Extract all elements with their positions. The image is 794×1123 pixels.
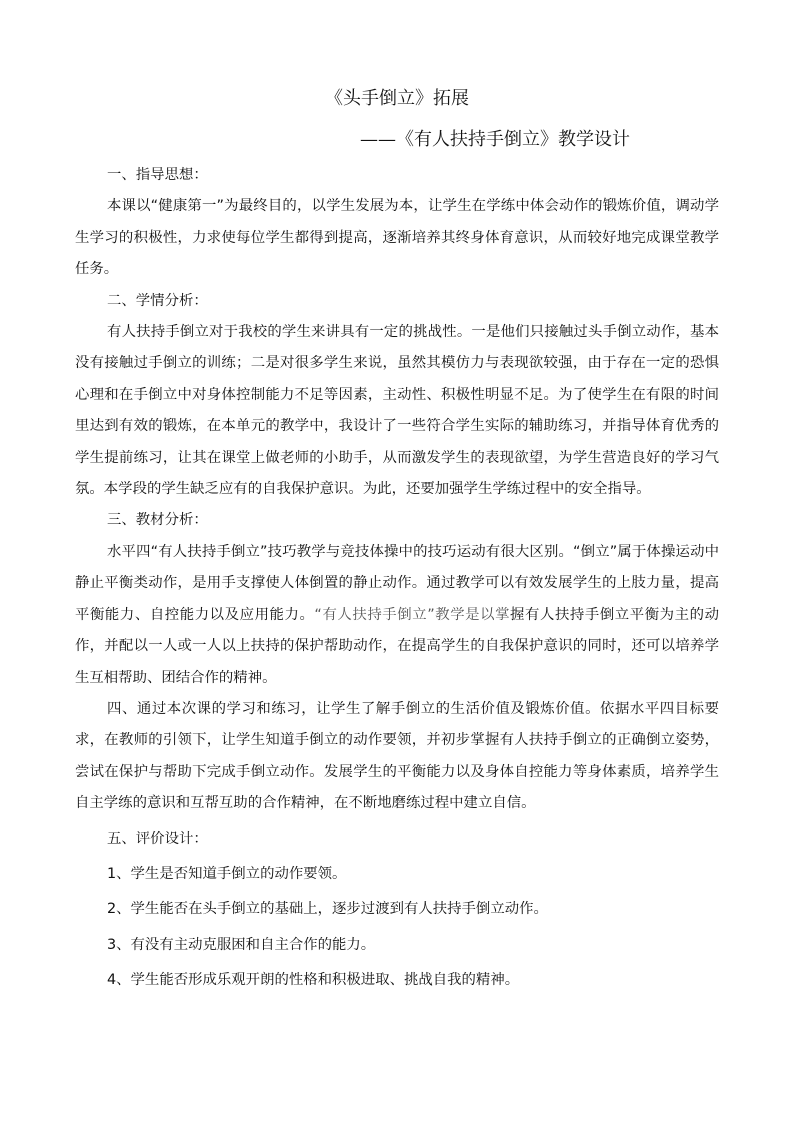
paragraph-student-analysis: 有人扶持手倒立对于我校的学生来讲具有一定的挑战性。一是他们只接触过头手倒立动作，基本没有接触过手倒立的训练；二是对很多学生来说，虽然其模仿力与表现欲较强，由于存在一定的恐惧心理和在手倒立中对身体控制能力不足等因素，主动性、积极性明显不足。为了使学生在有限的时间里达到有效的锻炼，在本单元的教学中，我设计了一些符合学生实际的辅助练习，并指导体育优秀的学生提前练习，让其在课堂上做老师的小助手，从而激发学生的表现欲望，为学生营造良好的学习气氛。本学段的学生缺乏应有的自我保护意识。为此，还要加强学生学练过程中的安全指导。 (75, 324, 719, 498)
section-heading-guiding-ideology: 一、指导思想： (107, 167, 208, 183)
section-heading-evaluation: 五、评价设计： (107, 830, 208, 847)
textbook-analysis-part-b: “有人扶持手倒立”教学是以掌 (314, 606, 511, 623)
section-heading-student-analysis: 二、学情分析： (107, 292, 208, 309)
textbook-analysis-part-a: 水平四“有人扶持手倒立”技巧教学与竞技体操中的技巧运动有很大区别。“倒立”属于体操运动中静止平衡类动作，是用手支撑使人体倒置的静止动作。通过教学可以有效发展学生的上肢力量，提高平衡能力、自控能力以及应用能力。 (75, 543, 719, 623)
section-heading-textbook-analysis: 三、教材分析： (107, 512, 208, 529)
textbook-analysis-part-c: 握有人扶持手倒立平衡为主的动作，并配以一人或一人以上扶持的保护帮助动作，在提高学生的自我保护意识的同时，还可以培养学生互相帮助、团结合作的精神。 (75, 606, 719, 686)
paragraph-teaching-goals: 四、通过本次课的学习和练习，让学生了解手倒立的生活价值及锻炼价值。依据水平四目标要求，在教师的引领下，让学生知道手倒立的动作要领，并初步掌握有人扶持手倒立的正确倒立姿势，尝试在保护与帮助下完成手倒立动作。发展学生的平衡能力以及身体自控能力等身体素质，培养学生自主学练的意识和互帮互助的合作精神，在不断地磨练过程中建立自信。 (75, 700, 719, 812)
document-subtitle: ——《有人扶持手倒立》教学设计 (360, 129, 630, 150)
paragraph-guiding-ideology: 本课以“健康第一”为最终目的，以学生发展为本，让学生在学练中体会动作的锻炼价值，调动学生学习的积极性，力求使每位学生都得到提高，逐渐培养其终身体育意识，从而较好地完成课堂教学任务。 (75, 198, 719, 278)
evaluation-item-2: 2、学生能否在头手倒立的基础上，逐步过渡到有人扶持手倒立动作。 (107, 901, 548, 918)
document-body (75, 160, 719, 997)
evaluation-item-1: 1、学生是否知道手倒立的动作要领。 (107, 865, 347, 882)
evaluation-item-3: 3、有没有主动克服困和自主合作的能力。 (107, 936, 376, 953)
document-title: 《头手倒立》拓展 (325, 88, 469, 109)
evaluation-item-4: 4、学生能否形成乐观开朗的性格和积极进取、挑战自我的精神。 (107, 972, 520, 989)
paragraph-textbook-analysis (75, 537, 719, 694)
